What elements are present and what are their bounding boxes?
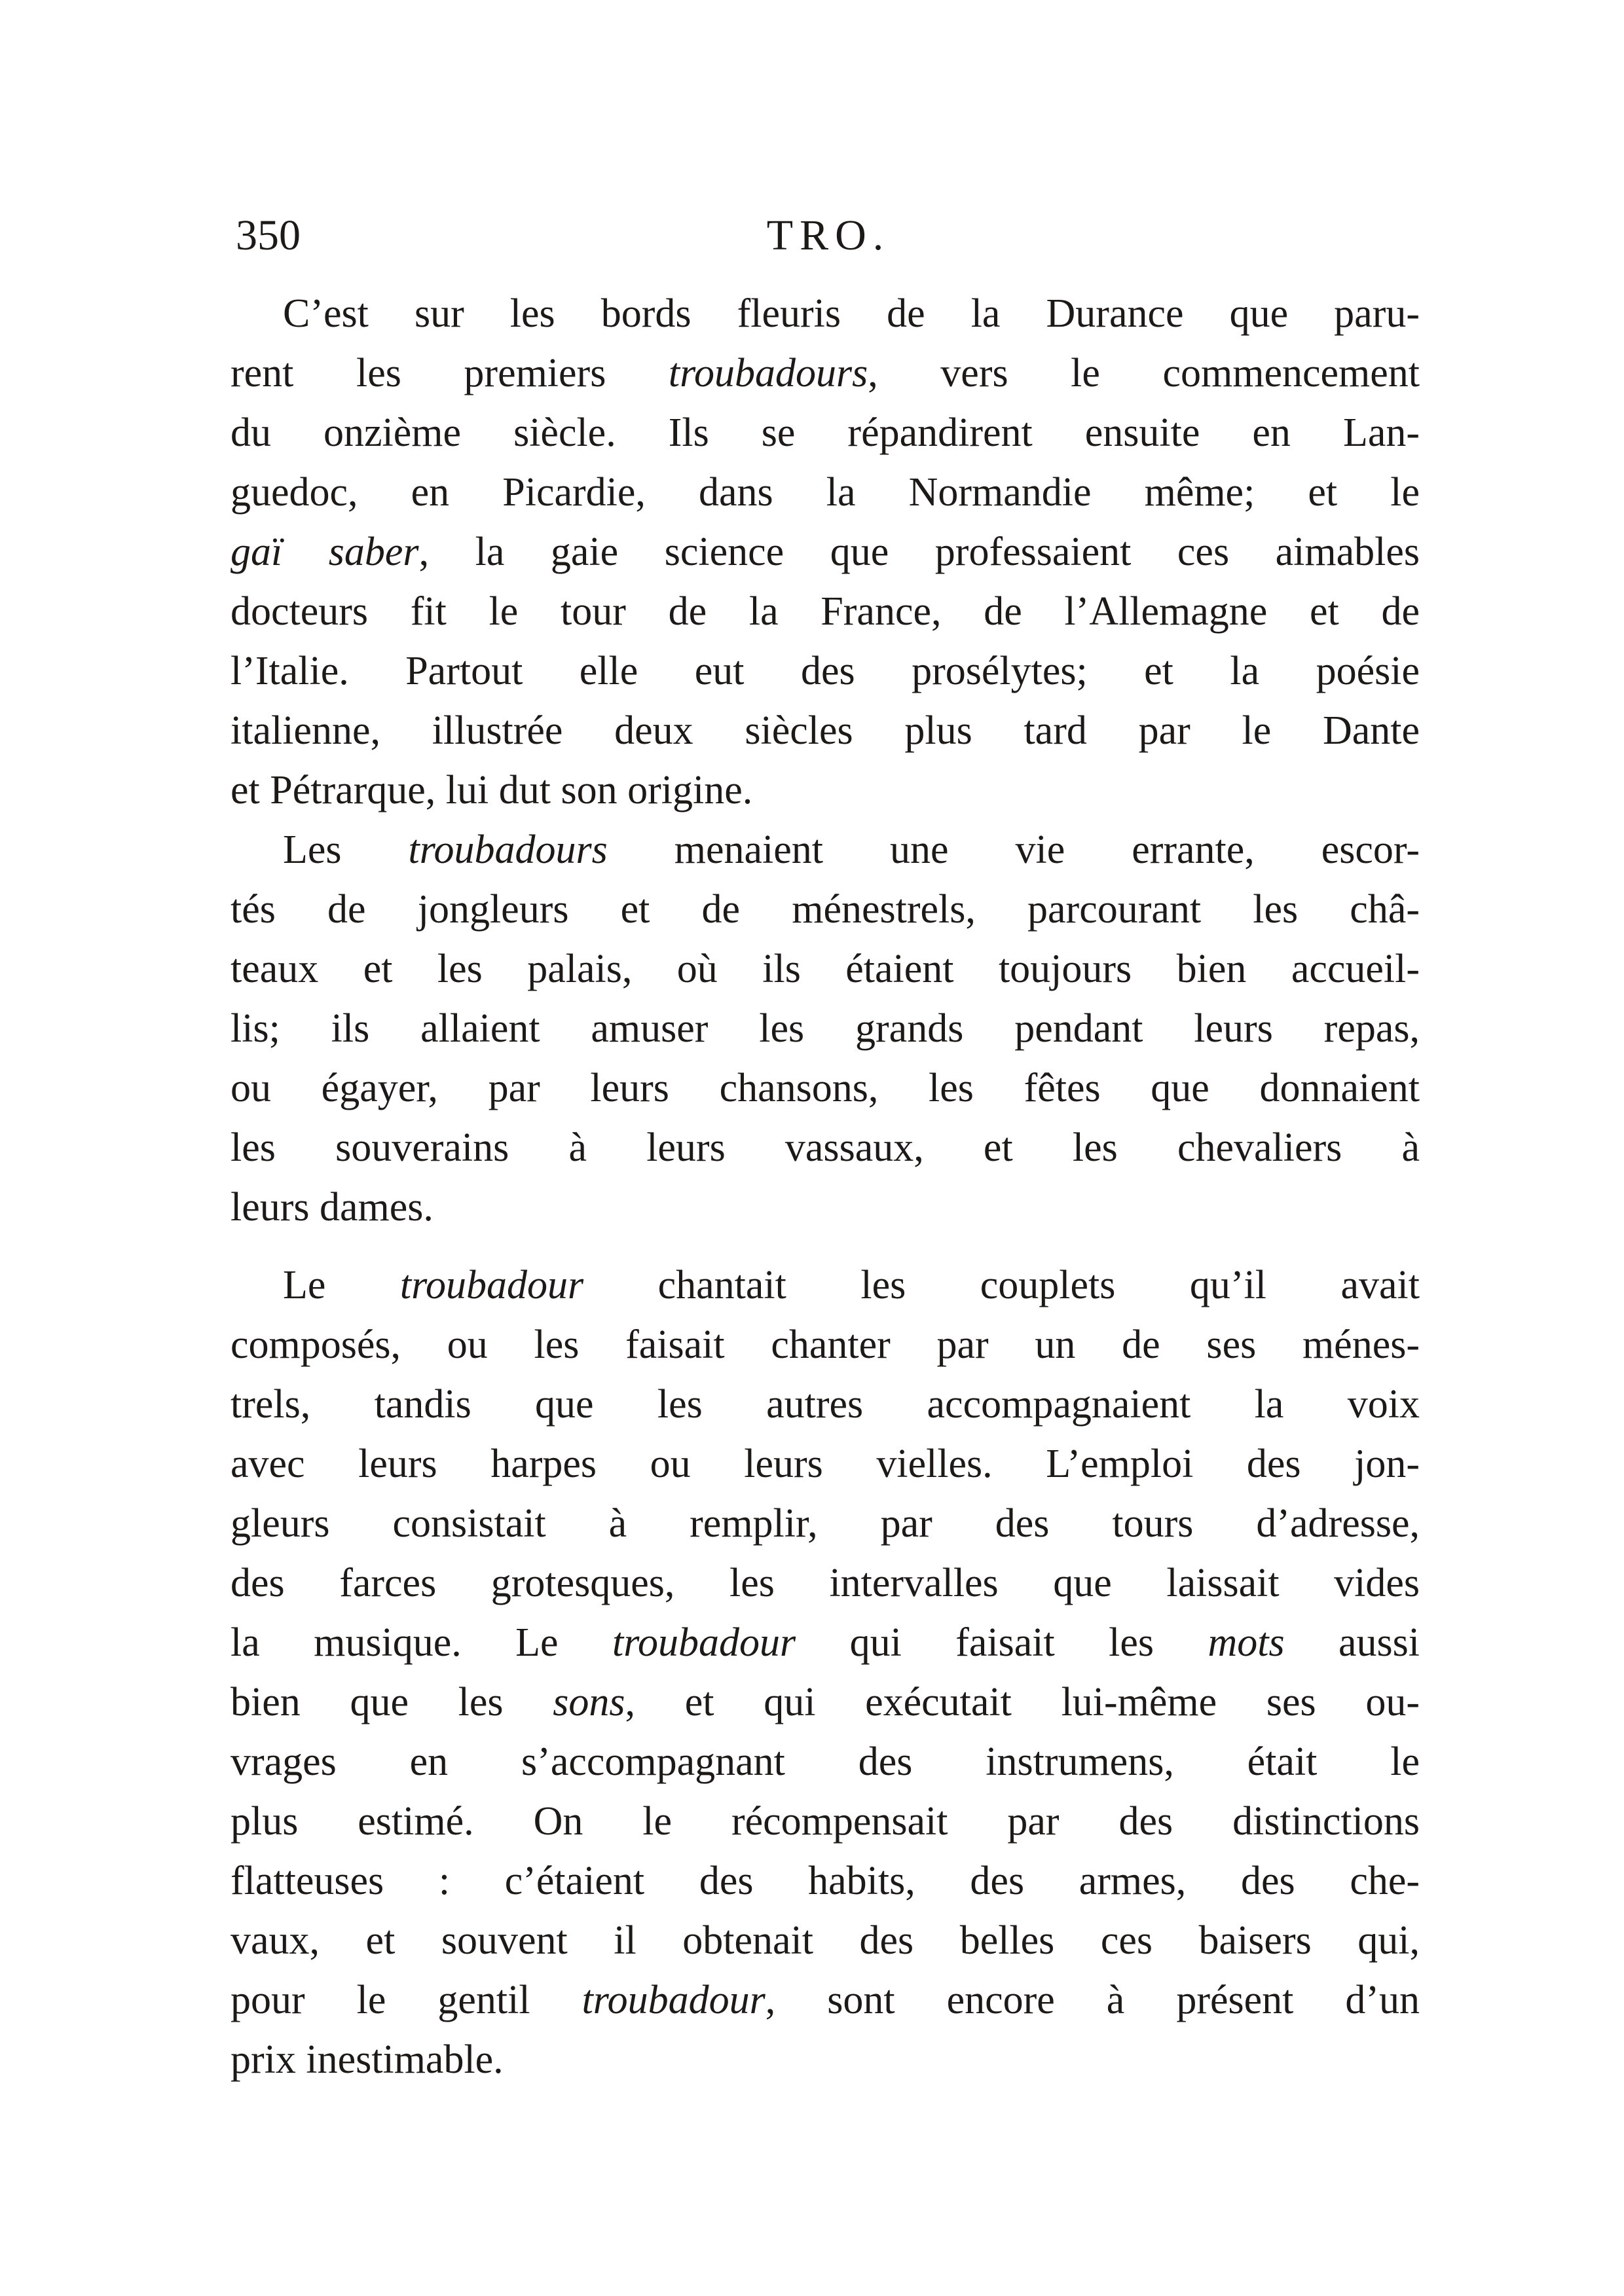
text-line (231, 403, 1420, 463)
text-line (231, 999, 1420, 1059)
italic-term: troubadour (581, 1978, 766, 2022)
text-run: teaux et les palais, où ils étaient toujours bien accueil- (231, 947, 1420, 991)
text-run: pour le gentil (231, 1978, 582, 2022)
text-line (231, 1059, 1420, 1118)
text-run: flatteuses : c’étaient des habits, des armes, des che- (231, 1859, 1420, 1903)
text-run: vrages en s’accompagnant des instrumens, était le (231, 1740, 1420, 1784)
text-run: composés, ou les faisait chanter par un de ses ménes- (231, 1322, 1420, 1367)
paragraph-gap (231, 1237, 1420, 1256)
italic-term: troubadours (668, 351, 868, 395)
text-line (231, 463, 1420, 522)
text-line (231, 1494, 1420, 1554)
italic-term: troubadour (612, 1620, 796, 1665)
text-line (231, 1554, 1420, 1613)
text-run: des farces grotesques, les intervalles que laissait vides (231, 1561, 1420, 1605)
text-run: , et qui exécutait lui-même ses ou- (625, 1680, 1420, 1724)
text-line (231, 1375, 1420, 1434)
text-run: plus estimé. On le récompensait par des distinctions (231, 1799, 1420, 1844)
text-line (231, 1118, 1420, 1178)
italic-term: sons (553, 1680, 625, 1724)
text-line (231, 1792, 1420, 1851)
text-line (231, 1971, 1420, 2030)
text-run: avec leurs harpes ou leurs vielles. L’emploi des jon- (231, 1442, 1420, 1486)
text-run: gleurs consistait à remplir, par des tours d’adresse, (231, 1501, 1420, 1546)
text-line (231, 522, 1420, 582)
text-line (231, 344, 1420, 403)
text-run: leurs dames. (231, 1185, 434, 1230)
paragraph (231, 820, 1420, 1237)
text-line (231, 761, 1420, 820)
text-line (231, 1613, 1420, 1673)
text-run: du onzième siècle. Ils se répandirent ensuite en Lan- (231, 410, 1420, 455)
text-run: tés de jongleurs et de ménestrels, parcourant les châ- (231, 887, 1420, 932)
text-run: vaux, et souvent il obtenait des belles ces baisers qui, (231, 1918, 1420, 1963)
text-run: prix inestimable. (231, 2037, 504, 2082)
text-run: et Pétrarque, lui dut son origine. (231, 768, 753, 812)
text-run: bien que les (231, 1680, 553, 1724)
text-run: , sont encore à présent d’un (765, 1978, 1420, 2022)
text-line (231, 582, 1420, 642)
text-run: Les (283, 828, 409, 872)
text-run: aussi (1284, 1620, 1420, 1665)
text-line (231, 1178, 1420, 1237)
text-line (231, 1732, 1420, 1792)
text-line (231, 1315, 1420, 1375)
text-line (231, 1851, 1420, 1911)
text-run: Le (283, 1263, 400, 1307)
text-run: , la gaie science que professaient ces aimables (418, 530, 1420, 574)
italic-term: troubadour (399, 1263, 584, 1307)
text-run: la musique. Le (231, 1620, 612, 1665)
text-line (231, 820, 1420, 880)
text-run: docteurs fit le tour de la France, de l’Allemagne et de (231, 589, 1420, 634)
text-line (231, 939, 1420, 999)
running-head (236, 203, 1421, 268)
text-run: guedoc, en Picardie, dans la Normandie même; et le (231, 470, 1420, 515)
text-line (231, 2030, 1420, 2090)
page-number: 350 (236, 211, 301, 259)
text-run: ou égayer, par leurs chansons, les fêtes que donnaient (231, 1066, 1420, 1110)
text-run: l’Italie. Partout elle eut des prosélytes; et la poésie (231, 649, 1420, 693)
text-run: qui faisait les (796, 1620, 1208, 1665)
text-run: C’est sur les bords fleuris de la Durance que paru- (283, 291, 1420, 336)
text-run: lis; ils allaient amuser les grands pendant leurs repas, (231, 1006, 1420, 1051)
text-line (231, 1256, 1420, 1315)
text-run: trels, tandis que les autres accompagnaient la voix (231, 1382, 1420, 1427)
paragraph (231, 284, 1420, 820)
italic-term: gaï saber (231, 530, 419, 574)
text-run: menaient une vie errante, escor- (607, 828, 1420, 872)
text-line (231, 642, 1420, 701)
text-line (231, 701, 1420, 761)
text-run: chantait les couplets qu’il avait (583, 1263, 1420, 1307)
italic-term: troubadours (408, 828, 608, 872)
text-line (231, 880, 1420, 939)
text-line (231, 1673, 1420, 1732)
text-line (231, 1434, 1420, 1494)
text-run: rent les premiers (231, 351, 669, 395)
paragraph (231, 1256, 1420, 2090)
text-run: les souverains à leurs vassaux, et les chevaliers à (231, 1125, 1420, 1170)
text-line (231, 1911, 1420, 1971)
running-title: TRO. (766, 211, 891, 259)
text-line (231, 284, 1420, 344)
text-run: italienne, illustrée deux siècles plus tard par le Dante (231, 708, 1420, 753)
text-run: , vers le commencement (868, 351, 1420, 395)
italic-term: mots (1208, 1620, 1285, 1665)
body-text (231, 284, 1420, 2090)
